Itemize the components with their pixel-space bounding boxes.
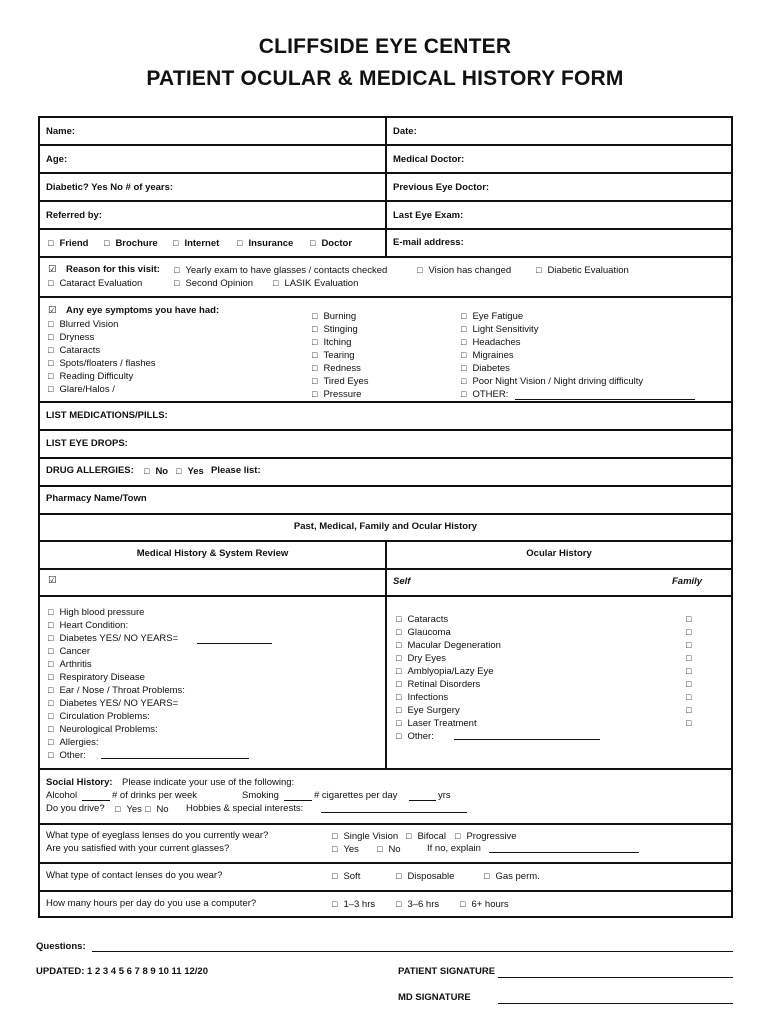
symptom-checkbox[interactable]: □ Burning xyxy=(312,310,356,323)
updated-label: UPDATED: 1 2 3 4 5 6 7 8 9 10 11 12/20 xyxy=(36,966,208,977)
ocular-item[interactable]: □ Dry Eyes xyxy=(396,652,446,665)
checked-box-icon: ☑ xyxy=(48,575,57,586)
computer-1-3-checkbox[interactable]: □ 1–3 hrs xyxy=(332,898,375,911)
computer-question: How many hours per day do you use a computer? xyxy=(46,898,257,909)
symptom-checkbox[interactable]: □ Poor Night Vision / Night driving difficulty xyxy=(461,375,643,388)
referral-friend-checkbox[interactable]: □ Friend xyxy=(48,237,88,250)
medical-other-line[interactable] xyxy=(101,758,249,759)
ocular-item[interactable]: □ Infections xyxy=(396,691,448,704)
cigarettes-label: # cigarettes per day xyxy=(314,790,398,801)
medical-item[interactable]: □ Respiratory Disease xyxy=(48,671,145,684)
drive-no-checkbox[interactable]: □ No xyxy=(145,803,169,816)
lens-progressive-checkbox[interactable]: □ Progressive xyxy=(455,830,517,843)
medical-item[interactable]: □ High blood pressure xyxy=(48,606,144,619)
family-checkbox[interactable] xyxy=(686,639,697,652)
drive-yes-checkbox[interactable]: □ Yes xyxy=(115,803,142,816)
referral-internet-checkbox[interactable]: □ Internet xyxy=(173,237,219,250)
medications-label[interactable]: LIST MEDICATIONS/PILLS: xyxy=(46,410,168,421)
family-checkbox[interactable] xyxy=(686,678,697,691)
smoking-line[interactable] xyxy=(284,800,312,801)
symptom-checkbox[interactable]: □ Dryness xyxy=(48,331,94,344)
symptom-checkbox[interactable]: □ Itching xyxy=(312,336,351,349)
referral-doctor-checkbox[interactable]: □ Doctor xyxy=(310,237,352,250)
family-checkbox[interactable] xyxy=(686,652,697,665)
reason-diabetic-checkbox[interactable]: □ Diabetic Evaluation xyxy=(536,264,629,277)
symptom-checkbox[interactable]: □ Light Sensitivity xyxy=(461,323,538,336)
alcohol-label: Alcohol xyxy=(46,790,78,801)
pharmacy-label[interactable]: Pharmacy Name/Town xyxy=(46,493,147,504)
referred-by-label[interactable]: Referred by: xyxy=(46,210,102,221)
symptom-checkbox[interactable]: □ Tired Eyes xyxy=(312,375,369,388)
reason-vision-changed-checkbox[interactable]: □ Vision has changed xyxy=(417,264,511,277)
symptom-checkbox[interactable]: □ Blurred Vision xyxy=(48,318,118,331)
email-label[interactable]: E-mail address: xyxy=(393,237,464,248)
allergy-yes-checkbox[interactable]: □ Yes xyxy=(176,465,204,478)
ocular-other-line[interactable] xyxy=(454,739,600,740)
referral-insurance-checkbox[interactable]: □ Insurance xyxy=(237,237,293,250)
questions-label: Questions: xyxy=(36,941,86,952)
symptom-checkbox[interactable]: □ Tearing xyxy=(312,349,355,362)
medical-history-title: Medical History & System Review xyxy=(136,548,289,559)
symptom-checkbox[interactable]: □ Headaches xyxy=(461,336,521,349)
smoking-years-line[interactable] xyxy=(409,800,436,801)
ocular-item[interactable]: □ Retinal Disorders xyxy=(396,678,480,691)
family-checkbox[interactable] xyxy=(686,613,697,626)
drinks-label: # of drinks per week xyxy=(112,790,198,801)
name-label[interactable]: Name: xyxy=(46,126,76,137)
ocular-item[interactable]: □ Laser Treatment xyxy=(396,717,477,730)
family-checkbox[interactable] xyxy=(686,665,697,678)
last-eye-exam-label[interactable]: Last Eye Exam: xyxy=(393,210,464,221)
diabetes-years-line[interactable] xyxy=(197,643,272,644)
ocular-item[interactable]: □ Amblyopia/Lazy Eye xyxy=(396,665,494,678)
symptom-checkbox[interactable]: □ Eye Fatigue xyxy=(461,310,523,323)
medical-item[interactable]: □ Diabetes YES/ NO YEARS= xyxy=(48,697,178,710)
medical-item[interactable]: □ Cancer xyxy=(48,645,90,658)
symptom-checkbox[interactable]: □ Redness xyxy=(312,362,361,375)
symptom-checkbox[interactable]: □ Diabetes xyxy=(461,362,510,375)
form-title-line2: PATIENT OCULAR & MEDICAL HISTORY FORM xyxy=(146,67,624,90)
medical-doctor-label[interactable]: Medical Doctor: xyxy=(393,154,465,165)
contacts-soft-checkbox[interactable]: □ Soft xyxy=(332,870,360,883)
family-checkbox[interactable] xyxy=(686,704,697,717)
self-column-header: Self xyxy=(393,576,411,587)
yrs-label: yrs xyxy=(438,790,451,801)
symptom-checkbox[interactable]: □ Migraines xyxy=(461,349,514,362)
please-list-label[interactable]: Please list: xyxy=(211,465,261,476)
patient-signature-label: PATIENT SIGNATURE xyxy=(398,966,496,977)
previous-eye-doctor-label[interactable]: Previous Eye Doctor: xyxy=(393,182,490,193)
diabetic-label[interactable]: Diabetic? Yes No # of years: xyxy=(46,182,174,193)
medical-item[interactable]: □ Ear / Nose / Throat Problems: xyxy=(48,684,185,697)
if-no-explain-label: If no, explain xyxy=(427,843,481,854)
date-label[interactable]: Date: xyxy=(393,126,417,137)
md-signature-label: MD SIGNATURE xyxy=(398,992,471,1003)
symptom-checkbox[interactable]: □ Cataracts xyxy=(48,344,100,357)
family-checkbox[interactable] xyxy=(686,717,697,730)
social-history-label: Social History: xyxy=(46,777,113,788)
ocular-item-other[interactable]: □ Other: xyxy=(396,730,434,743)
checked-box-icon: ☑ xyxy=(48,264,57,275)
medical-item[interactable]: □ Neurological Problems: xyxy=(48,723,158,736)
medical-item[interactable]: □ Circulation Problems: xyxy=(48,710,150,723)
computer-3-6-checkbox[interactable]: □ 3–6 hrs xyxy=(396,898,439,911)
reason-second-opinion-checkbox[interactable]: □ Second Opinion xyxy=(174,277,253,290)
md-signature-line[interactable] xyxy=(498,1003,733,1004)
family-checkbox[interactable] xyxy=(686,691,697,704)
explain-line[interactable] xyxy=(489,852,639,853)
contacts-gas-perm-checkbox[interactable]: □ Gas perm. xyxy=(484,870,540,883)
satisfied-no-checkbox[interactable]: □ No xyxy=(377,843,401,856)
hobbies-label: Hobbies & special interests: xyxy=(186,803,304,814)
ocular-item[interactable]: □ Cataracts xyxy=(396,613,448,626)
patient-signature-line[interactable] xyxy=(498,977,733,978)
satisfied-question: Are you satisfied with your current glasses? xyxy=(46,843,230,854)
symptoms-label: Any eye symptoms you have had: xyxy=(66,305,220,316)
social-history-prompt: Please indicate your use of the following: xyxy=(122,777,295,788)
history-form xyxy=(38,116,733,918)
drug-allergies-label: DRUG ALLERGIES: xyxy=(46,465,134,476)
ocular-item[interactable]: □ Macular Degeneration xyxy=(396,639,501,652)
family-checkbox[interactable] xyxy=(686,626,697,639)
satisfied-yes-checkbox[interactable]: □ Yes xyxy=(332,843,359,856)
ocular-item[interactable]: □ Glaucoma xyxy=(396,626,451,639)
alcohol-line[interactable] xyxy=(82,800,110,801)
age-label[interactable]: Age: xyxy=(46,154,68,165)
reason-lasik-checkbox[interactable]: □ LASIK Evaluation xyxy=(273,277,358,290)
smoking-label: Smoking xyxy=(242,790,279,801)
questions-line[interactable] xyxy=(92,951,733,952)
symptom-checkbox[interactable]: □ Spots/floaters / flashes xyxy=(48,357,156,370)
hobbies-line[interactable] xyxy=(321,812,467,813)
computer-6-plus-checkbox[interactable]: □ 6+ hours xyxy=(460,898,509,911)
allergy-no-checkbox[interactable]: □ No xyxy=(144,465,168,478)
lens-bifocal-checkbox[interactable]: □ Bifocal xyxy=(406,830,446,843)
symptom-checkbox[interactable]: □ Glare/Halos / xyxy=(48,383,115,396)
symptom-checkbox[interactable]: □ Pressure xyxy=(312,388,361,401)
medical-item-other[interactable]: □ Other: xyxy=(48,749,86,762)
checked-box-icon: ☑ xyxy=(48,305,57,316)
symptom-other-line[interactable] xyxy=(515,399,695,400)
ocular-history-title: Ocular History xyxy=(526,548,592,559)
reason-yearly-checkbox[interactable]: □ Yearly exam to have glasses / contacts checked xyxy=(174,264,387,277)
medical-item[interactable]: □ Arthritis xyxy=(48,658,92,671)
drive-label: Do you drive? xyxy=(46,803,105,814)
medical-item[interactable]: □ Heart Condition: xyxy=(48,619,128,632)
symptom-checkbox[interactable]: □ Stinging xyxy=(312,323,358,336)
lens-single-vision-checkbox[interactable]: □ Single Vision xyxy=(332,830,398,843)
referral-brochure-checkbox[interactable]: □ Brochure xyxy=(104,237,158,250)
contacts-question: What type of contact lenses do you wear? xyxy=(46,870,223,881)
reason-label: Reason for this visit: xyxy=(66,264,160,275)
symptom-other-checkbox[interactable]: □ OTHER: xyxy=(461,388,508,401)
reason-cataract-checkbox[interactable]: □ Cataract Evaluation xyxy=(48,277,142,290)
lens-question: What type of eyeglass lenses do you currently wear? xyxy=(46,830,269,841)
form-title-line1: CLIFFSIDE EYE CENTER xyxy=(258,35,512,58)
medical-item[interactable]: □ Allergies: xyxy=(48,736,99,749)
ocular-item[interactable]: □ Eye Surgery xyxy=(396,704,460,717)
contacts-disposable-checkbox[interactable]: □ Disposable xyxy=(396,870,454,883)
family-column-header: Family xyxy=(672,576,703,587)
eye-drops-label[interactable]: LIST EYE DROPS: xyxy=(46,438,128,449)
medical-item[interactable]: □ Diabetes YES/ NO YEARS= xyxy=(48,632,178,645)
symptom-checkbox[interactable]: □ Reading Difficulty xyxy=(48,370,133,383)
history-title: Past, Medical, Family and Ocular History xyxy=(293,521,478,532)
